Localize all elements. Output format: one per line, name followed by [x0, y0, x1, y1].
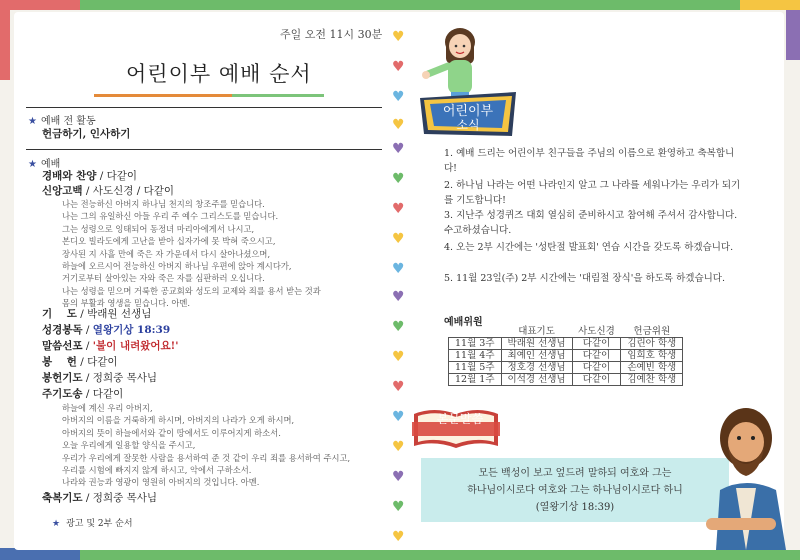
pre-worship-heading: ★ 예배 전 활동 — [28, 116, 96, 127]
table-cell: 임희호 학생 — [621, 350, 683, 362]
table-row — [449, 362, 683, 374]
table-header: 대표기도 — [501, 326, 572, 338]
table-row — [449, 350, 683, 362]
verse-label: 본문말씀 — [436, 412, 484, 426]
frame-stripe — [740, 0, 800, 10]
worship-heading: ★ 예배 — [28, 159, 61, 170]
divider — [26, 149, 382, 150]
verse-line: 하나님이시로다 여호와 그는 하나님이시로다 하니 — [467, 485, 683, 496]
order-item: 말씀선포 / '불이 내려왔어요!' — [42, 340, 179, 352]
page-title: 어린이부 예배 순서 — [126, 62, 312, 86]
heart-icon: ♥ — [392, 141, 405, 157]
divider — [26, 107, 382, 108]
table-cell: 다같이 — [572, 374, 621, 386]
frame-stripe — [640, 0, 740, 10]
service-time: 주일 오전 11시 30분 — [280, 28, 383, 41]
table-cell: 다같이 — [572, 338, 621, 350]
lords-prayer: 하늘에 계신 우리 아버지, 아버지의 이름을 거룩하게 하시며, 아버지의 나라가 오게 하시며, 아버지의 뜻이 하늘에서와 같이 땅에서도 이루어지게 하소서. 오늘 우리에게 일용할 양식을 주시고, 우리가 우리에게 잘못한 사람을 용서하여 준 것 같이 우리 죄를 용서하여 주시고, 우리를 시험에 빠지지 않게 하시고, 악에서 구하소서. 나라와 권능과 영광이 영원히 아버지의 것입니다. 아멘. — [62, 403, 351, 488]
order-item: 축복기도 / 정희중 목사님 — [42, 492, 157, 504]
heart-icon: ♥ — [392, 231, 405, 247]
table-cell: 손예빈 학생 — [621, 362, 683, 374]
heart-icon: ♥ — [392, 171, 405, 187]
star-icon: ★ — [28, 116, 37, 127]
heart-icon: ♥ — [392, 261, 405, 277]
table-cell: 11월 5주 — [449, 362, 502, 374]
frame-stripe — [80, 550, 580, 560]
verse-reference: (열왕기상 18:39) — [535, 502, 615, 513]
table-cell: 박래원 선생님 — [501, 338, 572, 350]
footer-note: ★ 광고 및 2부 순서 — [52, 519, 133, 529]
order-item: 신앙고백 / 사도신경 / 다같이 — [42, 185, 175, 197]
table-cell: 다같이 — [572, 350, 621, 362]
heart-icon: ♥ — [392, 469, 405, 485]
heart-icon: ♥ — [392, 409, 405, 425]
order-item: 봉 헌 / 다같이 — [42, 356, 118, 368]
table-cell: 11월 4주 — [449, 350, 502, 362]
order-item: 기 도 / 박래원 선생님 — [42, 308, 152, 320]
heart-icon: ♥ — [392, 499, 405, 515]
heart-icon: ♥ — [392, 439, 405, 455]
frame-stripe — [80, 0, 640, 10]
table-cell: 정호경 선생님 — [501, 362, 572, 374]
frame-stripe — [580, 550, 800, 560]
table-cell: 다같이 — [572, 362, 621, 374]
table-header: 사도신경 — [572, 326, 621, 338]
apostles-creed: 나는 전능하신 아버지 하나님 천지의 창조주를 믿습니다. 나는 그의 유일하신 아들 우리 주 예수 그리스도를 믿습니다. 그는 성령으로 잉태되어 동정녀 마리아에게서 나시고, 본디오 빌라도에게 고난을 받아 십자가에 못 박혀 죽으시고, 장사된 지 사흘 만에 죽은 자 가운데서 다시 살아나셨으며, 하늘에 오르시어 전능하신 아버지 하나님 우편에 앉아 계시다가, 거기로부터 살아있는 자와 죽은 자를 심판하러 오십니다. 나는 성령을 믿으며 거룩한 공교회와 성도의 교제와 죄를 용서 받는 것과 몸의 부활과 영생을 믿습니다. 아멘. — [62, 199, 321, 309]
staff-title: 예배위원 — [444, 317, 483, 328]
order-item: 경배와 찬양 / 다같이 — [42, 170, 138, 182]
frame-stripe — [0, 10, 10, 80]
star-icon: ★ — [52, 519, 61, 529]
heart-icon: ♥ — [392, 529, 405, 545]
table-header — [449, 326, 502, 338]
news-item: 4. 오는 2부 시간에는 '성탄절 발표회' 연습 시간을 갖도록 하겠습니다. — [444, 242, 734, 253]
heart-icon: ♥ — [392, 319, 405, 335]
title-underline — [94, 94, 324, 97]
heart-icon: ♥ — [392, 201, 405, 217]
news-item: 3. 지난주 성경퀴즈 대회 열심히 준비하시고 참여해 주셔서 감사합니다. 수고하셨습니다. — [444, 210, 738, 236]
table-row — [449, 338, 683, 350]
news-item: 5. 11월 23일(주) 2부 시간에는 '대림절 장식'을 하도록 하겠습니다. — [444, 273, 725, 284]
heart-icon: ♥ — [392, 29, 405, 45]
table-cell: 김린아 학생 — [621, 338, 683, 350]
table-cell: 최예인 선생님 — [501, 350, 572, 362]
frame-stripe — [786, 10, 800, 60]
heart-icon: ♥ — [392, 59, 405, 75]
frame-stripe — [0, 0, 80, 10]
heart-icon: ♥ — [392, 379, 405, 395]
bible-verse — [421, 465, 729, 516]
table-cell: 김예찬 학생 — [621, 374, 683, 386]
order-item: 성경봉독 / 열왕기상 18:39 — [42, 324, 171, 336]
news-badge-line2: 소식 — [456, 118, 480, 132]
heart-icon: ♥ — [392, 89, 405, 105]
heart-icon: ♥ — [392, 289, 405, 305]
table-cell: 12월 1주 — [449, 374, 502, 386]
news-item: 1. 예배 드리는 어린이부 친구들을 주님의 이름으로 환영하고 축복합니다! — [444, 148, 735, 174]
news-badge-line1: 어린이부 — [442, 104, 494, 119]
order-item: 주기도송 / 다같이 — [42, 388, 124, 400]
pre-worship-item: 헌금하기, 인사하기 — [42, 128, 131, 140]
table-cell: 11월 3주 — [449, 338, 502, 350]
order-item: 봉헌기도 / 정희중 목사님 — [42, 372, 157, 384]
heart-icon: ♥ — [392, 117, 405, 133]
staff-table — [448, 326, 683, 386]
table-header-row — [449, 326, 683, 338]
table-row — [449, 374, 683, 386]
table-header: 헌금위원 — [621, 326, 683, 338]
table-cell: 이석경 선생님 — [501, 374, 572, 386]
news-item: 2. 하나님 나라는 어떤 나라인지 알고 그 나라를 세워나가는 우리가 되기를 기도합니다! — [444, 180, 741, 206]
heart-icon: ♥ — [392, 349, 405, 365]
verse-line: 모든 백성이 보고 엎드려 말하되 여호와 그는 — [478, 468, 672, 479]
bearded-man-illustration — [696, 400, 786, 550]
star-icon: ★ — [28, 159, 37, 170]
